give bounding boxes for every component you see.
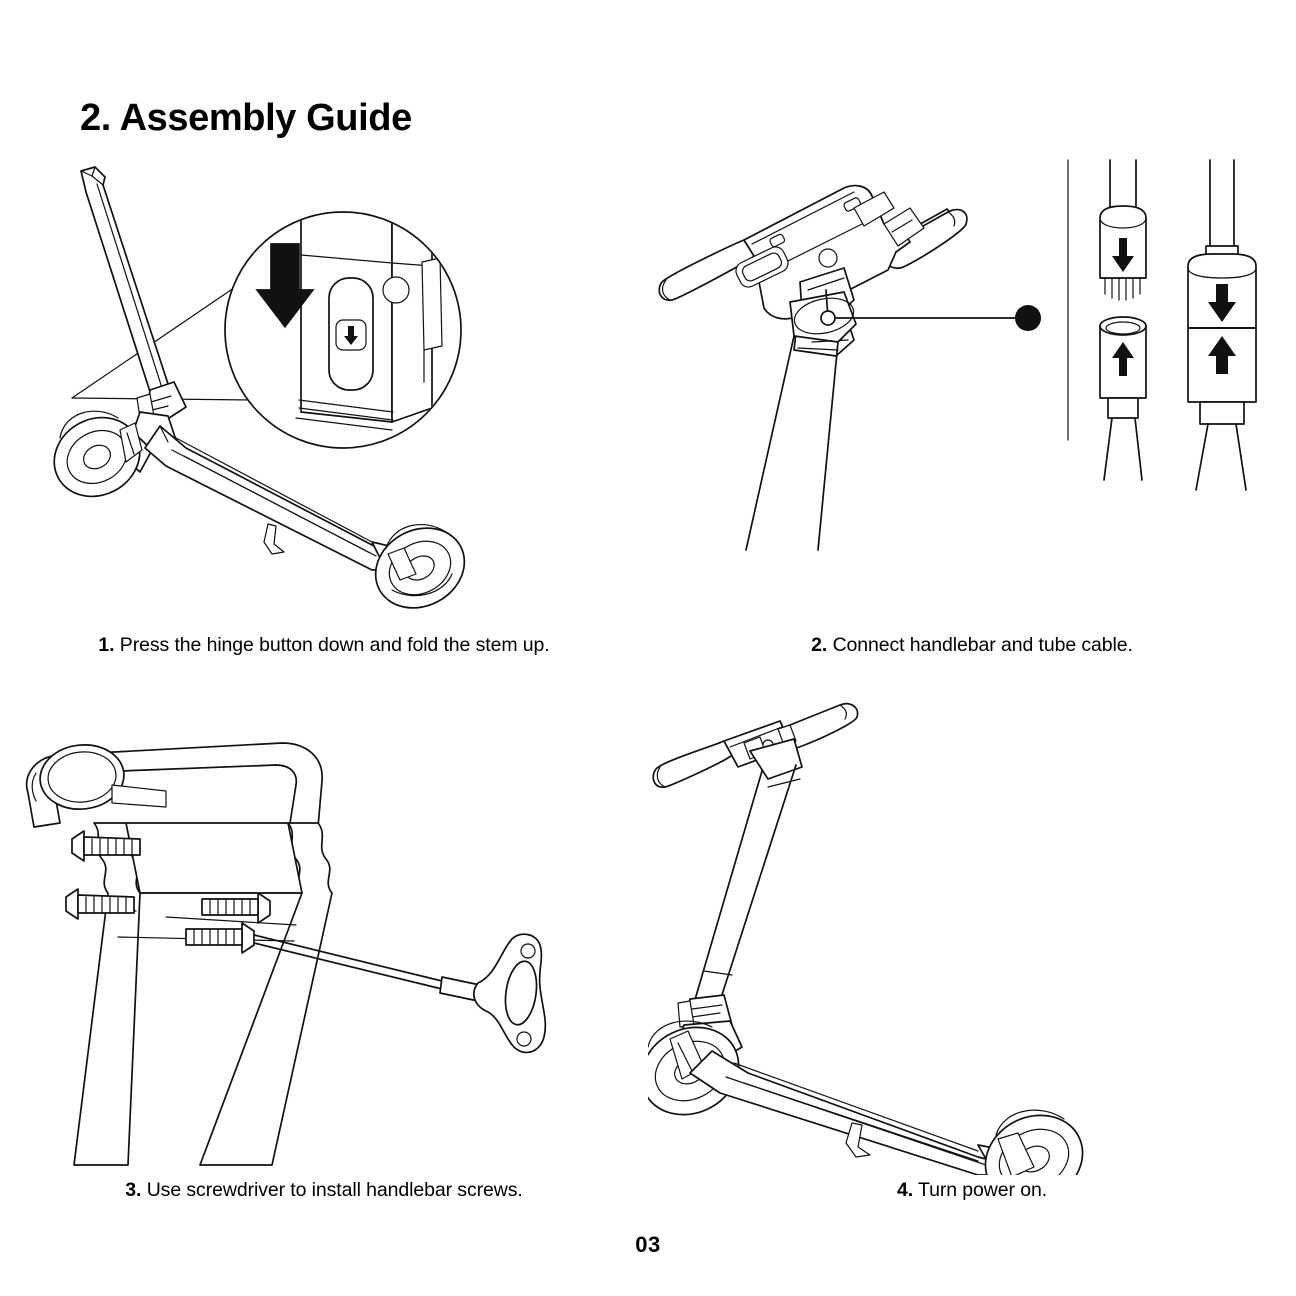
steps-grid bbox=[0, 150, 1296, 1240]
screw-4 bbox=[186, 923, 254, 953]
step-2-text: Connect handlebar and tube cable. bbox=[832, 634, 1133, 656]
step-2-number: 2. bbox=[811, 634, 828, 656]
step-3-number: 3. bbox=[125, 1179, 142, 1201]
step-4-text: Turn power on. bbox=[918, 1179, 1048, 1201]
connector-pins bbox=[1100, 278, 1146, 300]
figure-assembled-scooter-upright bbox=[648, 695, 1296, 1175]
step-3-text: Use screwdriver to install handlebar screws. bbox=[146, 1179, 523, 1201]
rear-wheel bbox=[362, 513, 479, 623]
step-1 bbox=[0, 150, 648, 695]
connector-connected bbox=[1188, 160, 1256, 490]
figure-handlebar-screws-and-screwdriver bbox=[0, 695, 648, 1175]
step-2-caption bbox=[648, 634, 1296, 657]
step-4-number: 4. bbox=[896, 1179, 914, 1201]
step-4-caption bbox=[648, 1179, 1296, 1202]
page-title: 2. Assembly Guide bbox=[80, 97, 412, 140]
page-number: 03 bbox=[635, 1232, 661, 1257]
step-4 bbox=[648, 695, 1296, 1240]
step-2 bbox=[648, 150, 1296, 695]
scooter-assembled-illustration bbox=[648, 704, 1097, 1175]
step-3-caption bbox=[0, 1179, 648, 1202]
figure-handlebar-and-cable-connector bbox=[648, 150, 1296, 630]
screw-3 bbox=[202, 893, 270, 923]
figure-scooter-folded-with-hinge-detail bbox=[0, 150, 648, 630]
step-3 bbox=[0, 695, 648, 1240]
step-1-caption bbox=[0, 634, 648, 657]
rear-wheel bbox=[971, 1099, 1098, 1175]
connector-disconnected bbox=[1100, 160, 1146, 480]
handlebar-assembly-illustration bbox=[659, 186, 1041, 550]
cable-connector-diagram bbox=[1068, 160, 1256, 490]
handlebar-stem-joint-illustration bbox=[27, 741, 332, 1165]
step-1-number: 1. bbox=[98, 634, 115, 656]
step-1-text: Press the hinge button down and fold the stem up. bbox=[119, 634, 550, 656]
